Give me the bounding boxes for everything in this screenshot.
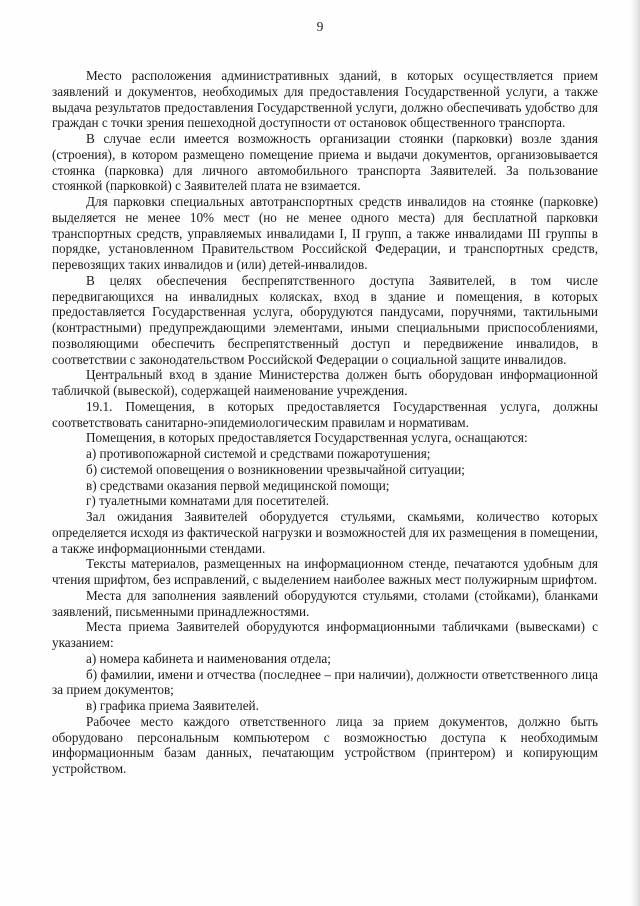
list-item-first-aid: в) средствами оказания первой медицинской помощи; xyxy=(86,477,390,493)
paragraph-premises-equipped: Помещения, в которых предоставляется Государственная услуга, оснащаются: xyxy=(86,430,528,446)
paragraph-workplace: Рабочее место каждого ответственного лица за прием документов, должно быть оборудовано персональным компьютером с возможностью доступа к необходимым информационным базам данных, печатающим устройством (принтером) и копирующим устройством. xyxy=(52,713,598,776)
paragraph-reception-places: Места приема Заявителей оборудуются информационными табличками (вывесками) с указанием: xyxy=(52,619,598,650)
list-item-fire-protection: а) противопожарной системой и средствами пожаротушения; xyxy=(86,446,431,461)
paragraph-parking: В случае если имеется возможность организации стоянки (парковки) возле здания (строения), в котором размещено помещение приема и выдачи документов, организовывается стоянка (парковка) для личного автомобильного транспорта Заявителей. За пользование стоянкой (парковкой) с Заявителей плата не взимается. xyxy=(52,131,598,194)
list-item-schedule: в) графика приема Заявителей. xyxy=(86,698,259,713)
document-body xyxy=(52,68,598,777)
list-item-responsible-person: б) фамилии, имени и отчества (последнее – при наличии), должности ответственного лица за прием документов; xyxy=(52,666,598,698)
paragraph-waiting-hall: Зал ожидания Заявителей оборудуется стульями, скамьями, количество которых определяется исходя из фактической нагрузки и возможностей для их размещения в помещении, а также информационными стендами. xyxy=(52,509,598,556)
paragraph-central-entrance: Центральный вход в здание Министерства должен быть оборудован информационной табличкой (вывеской), содержащей наименование учреждения. xyxy=(52,367,598,398)
list-item-emergency-alert: б) системой оповещения о возникновении чрезвычайной ситуации; xyxy=(86,461,465,477)
page-number: 9 xyxy=(316,19,324,34)
list-item-office-number: а) номера кабинета и наименования отдела; xyxy=(86,650,331,666)
scan-edge-shadow xyxy=(630,0,640,906)
list-item-toilets: г) туалетными комнатами для посетителей. xyxy=(86,493,330,509)
paragraph-building-location: Место расположения административных зданий, в которых осуществляется прием заявлений и документов, необходимых для предоставления Государственной услуги, а также выдача результатов предоставления Государственной услуги, должно обеспечивать удобство для граждан с точки зрения пешеходной доступности от остановок общественного транспорта. xyxy=(52,68,598,131)
paragraph-disabled-parking: Для парковки специальных автотранспортных средств инвалидов на стоянке (парковке) выделяется не менее 10% мест (но не менее одного места) для бесплатной парковки транспортных средств, управляемых инвалидами I, II групп, а также инвалидами III группы в порядке, установленном Правительством Российской Федерации, и транспортных средств, перевозящих таких инвалидов и (или) детей-инвалидов. xyxy=(52,194,598,272)
paragraph-stand-texts: Тексты материалов, размещенных на информационном стенде, печатаются удобным для чтения шрифтом, без исправлений, с выделением наиболее важных мест полужирным шрифтом. xyxy=(52,556,598,587)
paragraph-accessibility: В целях обеспечения беспрепятственного доступа Заявителей, в том числе передвигающихся на инвалидных колясках, вход в здание и помещения, в которых предоставляется Государственная услуга, оборудуются пандусами, поручнями, тактильными (контрастными) предупреждающими элементами, иными специальными приспособлениями, позволяющими обеспечить беспрепятственный доступ и передвижение инвалидов, в соответствии с законодательством Российской Федерации о социальной защите инвалидов. xyxy=(52,272,598,367)
paragraph-form-filling: Места для заполнения заявлений оборудуются стульями, столами (стойками), бланками заявлений, письменными принадлежностями. xyxy=(52,587,598,619)
paragraph-19-1: 19.1. Помещения, в которых предоставляется Государственная услуга, должны соответствовать санитарно-эпидемиологическим правилам и нормативам. xyxy=(52,398,598,430)
